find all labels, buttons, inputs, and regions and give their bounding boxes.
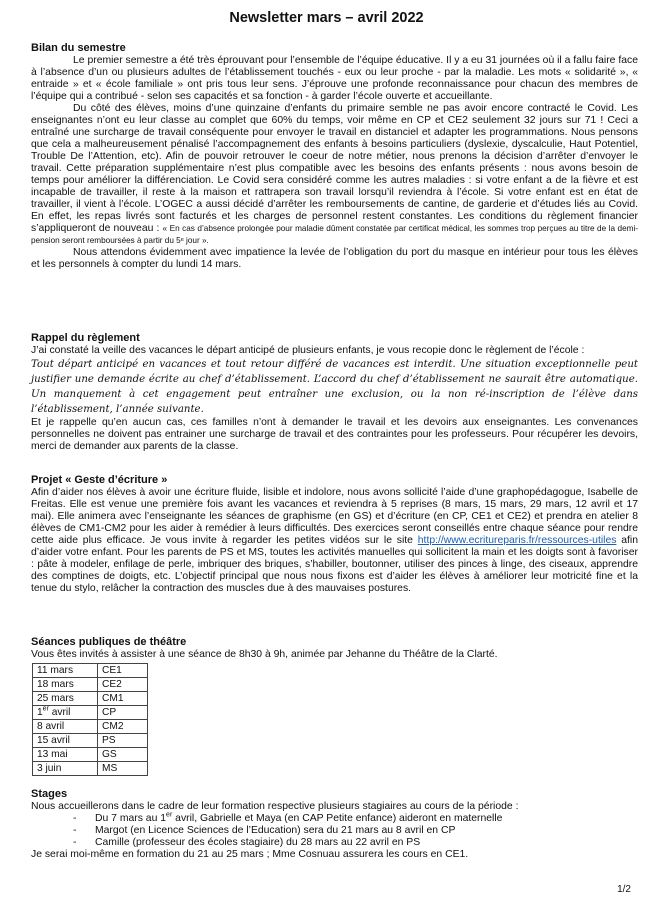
rappel-outro: Et je rappelle qu’en aucun cas, ces familles n’ont à demander le travail et les devoirs aux enseignantes. Les convenances personnelles ne doivent pas entrainer une surcharge de travail et des contraintes pour les professeurs. Pour récupérer les devoirs, merci de demander aux parents de la classe. <box>31 417 638 452</box>
table-row <box>33 734 148 748</box>
bilan-paragraph-1: Le premier semestre a été très éprouvant pour l’ensemble de l’équipe éducative. Il y a eu 31 journées où il a fallu faire face à l’absence d’un ou plusieurs adultes de l’établissement touchés - eux ou leur proche - par la maladie. Les mots « solidarité », « entraide » et « école familiale » ont pris tous leur sens. J’éprouve une profonde reconnaissance pour chacun des membres de l’équipe qui a contribué - selon ses capacités et sa fonction - à garder l’école ouverte et accueillante. <box>31 55 638 102</box>
theatre-intro: Vous êtes invités à assister à une séance de 8h30 à 9h, animée par Jehanne du Théâtre de la Clarté. <box>31 649 498 660</box>
stages-outro: Je serai moi-même en formation du 21 au 25 mars ; Mme Cosnuau assurera les cours en CE1. <box>31 849 469 860</box>
section-stages <box>31 788 638 861</box>
schedule-date <box>33 678 98 692</box>
schedule-date-text: 8 avril <box>37 721 65 732</box>
list-item: - Camille (professeur des écoles stagiaire) du 28 mars au 22 avril en PS <box>73 837 638 849</box>
bilan-quote: « En cas d’absence prolongée pour maladie dûment constatée par certificat médical, les sommes trop perçues au titre de la demi-pension seront remboursées à partir du 5ᵉ jour ». <box>31 224 639 245</box>
rappel-intro: J’ai constaté la veille des vacances le départ anticipé de plusieurs enfants, je vous recopie donc le règlement de l’école : <box>31 345 585 356</box>
schedule-class: CM1 <box>98 692 148 706</box>
section-rappel <box>31 332 638 453</box>
projet-text-1: Afin d’aider nos élèves à avoir une écriture fluide, lisible et indolore, nous avons sollicité l’aide d’une graphopédagogue, Isabelle de Freitas. Elle est venue une première fois avant les vacances et reviendra à 5 reprises (8 mars, 15 mars, 29 mars, 12 avril et 17 mai). Elle animera avec l’enseignante les séances de graphisme (en GS) et d’écriture (en CP, CE1 et CE2) et prendra en atelier 8 élèves de CM1-CM2 pour les aider à remédier à leurs difficultés. Des exercices seront conseillés entre chaque séance pour rendre cette aide plus efficace. Je vous invite à regarder les petites vidéos sur le site <box>31 487 638 546</box>
table-row <box>33 692 148 706</box>
bilan-paragraph-2-text: Du côté des élèves, moins d’une quinzaine d’enfants du primaire semble ne pas avoir encore contracté le Covid. Les enseignantes n’ont eu leur classe au complet que 60% du temps, voir même en CP et CE2 seulement 32 jours sur 71 ! Ceci a entraîné une surcharge de travail conséquente pour envoyer le travail en distanciel et adapter les programmations. Nous pensons que cela a malheureusement pénalisé l’accompagnement des enfants à besoins particuliers (dyslexie, dyscalculie, Haut Potentiel, Trouble De l’Attention, etc). Afin de pouvoir retrouver le coeur de notre métier, nous prenons la décision d’arrêter d’envoyer le travail. Cette préparation supplémentaire n’est plus compatible avec les besoins des enfants présents : nous avons besoin de temps pour améliorer la différenciation. Le Covid sera considéré comme les autres maladies : si votre enfant a de la fièvre et est incapable de travailler, il reste à la maison et rattrapera son travail lorsqu’il reviendra à l’école. Si votre enfant est en état de travailler, il vient à l’école. L’OGEC a aussi décidé d’arrêter les remboursements de cantine, de garderie et d’études liés au Covid. En effet, les repas livrés sont facturés et les charges de personnel restent constantes. Les conditions du règlement financier s’appliqueront de nouveau : <box>31 103 638 234</box>
schedule-class: PS <box>98 734 148 748</box>
bilan-heading: Bilan du semestre <box>31 42 126 54</box>
table-row <box>33 664 148 678</box>
section-bilan <box>31 42 638 271</box>
schedule-date <box>33 734 98 748</box>
schedule-date-text: 25 mars <box>37 693 74 704</box>
schedule-class: MS <box>98 762 148 776</box>
stage-item-1-text: Du 7 mars au 1 <box>95 813 167 824</box>
schedule-class: CP <box>98 706 148 720</box>
table-row <box>33 748 148 762</box>
schedule-date-text: 18 mars <box>37 679 74 690</box>
projet-paragraph <box>31 487 638 595</box>
schedule-date-text: 11 mars <box>37 665 74 676</box>
schedule-date-text: 15 avril <box>37 735 70 746</box>
stages-heading: Stages <box>31 788 68 800</box>
table-row <box>33 706 148 720</box>
stage-item-1-sup: er <box>166 811 173 819</box>
section-projet <box>31 474 638 595</box>
schedule-date-sup: er <box>42 705 49 713</box>
stages-intro: Nous accueillerons dans le cadre de leur formation respective plusieurs stagiaires au cours de la période : <box>31 801 519 812</box>
section-theatre <box>31 636 638 776</box>
bilan-paragraph-3: Nous attendons évidemment avec impatience la levée de l’obligation du port du masque en intérieur pour tous les élèves et les personnels à compter du lundi 14 mars. <box>31 247 638 270</box>
rappel-heading: Rappel du règlement <box>31 332 140 344</box>
page-title: Newsletter mars – avril 2022 <box>229 10 424 26</box>
schedule-class: CM2 <box>98 720 148 734</box>
table-row <box>33 720 148 734</box>
stage-item-1-rest: avril, Gabrielle et Maya (en CAP Petite enfance) aideront en maternelle <box>172 813 503 824</box>
schedule-date-text: 13 mai <box>37 749 68 760</box>
schedule-class: CE1 <box>98 664 148 678</box>
schedule-date-text: 1 <box>37 707 43 718</box>
schedule-date <box>33 720 98 734</box>
bilan-paragraph-2 <box>31 103 638 247</box>
page-number: 1/2 <box>617 884 631 895</box>
schedule-class: CE2 <box>98 678 148 692</box>
schedule-class: GS <box>98 748 148 762</box>
projet-text-2: afin d’aider votre enfant. Pour les parents de PS et MS, toutes les activités manuelles qui sollicitent la main et les doigts sont à favoriser : pâte à modeler, enfilage de perle, imbriquer des briques, s’habiller, boutonner, utiliser des pinces à linge, des ciseaux, apprendre des comptines de doigts, etc. L’objectif principal que nous nous fixons est d’aider les élèves à améliorer leur motricité fine et la tenue du stylo, relâcher la contraction des muscles due à des mauvaises postures. <box>31 535 638 594</box>
schedule-date <box>33 748 98 762</box>
theatre-heading: Séances publiques de théâtre <box>31 636 187 648</box>
schedule-date <box>33 762 98 776</box>
theatre-schedule-table <box>32 663 148 776</box>
schedule-date-rest: avril <box>48 707 71 718</box>
table-row <box>33 678 148 692</box>
schedule-date-text: 3 juin <box>37 763 62 774</box>
table-row <box>33 762 148 776</box>
stages-list <box>31 813 638 849</box>
list-item <box>73 813 638 825</box>
schedule-date <box>33 692 98 706</box>
list-item: - Margot (en Licence Sciences de l’Education) sera du 21 mars au 8 avril en CP <box>73 825 638 837</box>
projet-heading: Projet « Geste d’écriture » <box>31 474 168 486</box>
schedule-date <box>33 706 98 720</box>
resources-link[interactable]: http://www.ecritureparis.fr/ressources-utiles <box>417 535 617 546</box>
rappel-rule-quote: Tout départ anticipé en vacances et tout retour différé de vacances est interdit. Une situation exceptionnelle peut justifier une demande écrite au chef d’établissement. L’accord du chef d’établissement ne saurait être automatique. Un manquement à cet engagement peut entraîner une exclusion, ou la non ré-inscription de l’élève dans l’établissement, l’année suivante. <box>31 359 638 415</box>
schedule-date <box>33 664 98 678</box>
